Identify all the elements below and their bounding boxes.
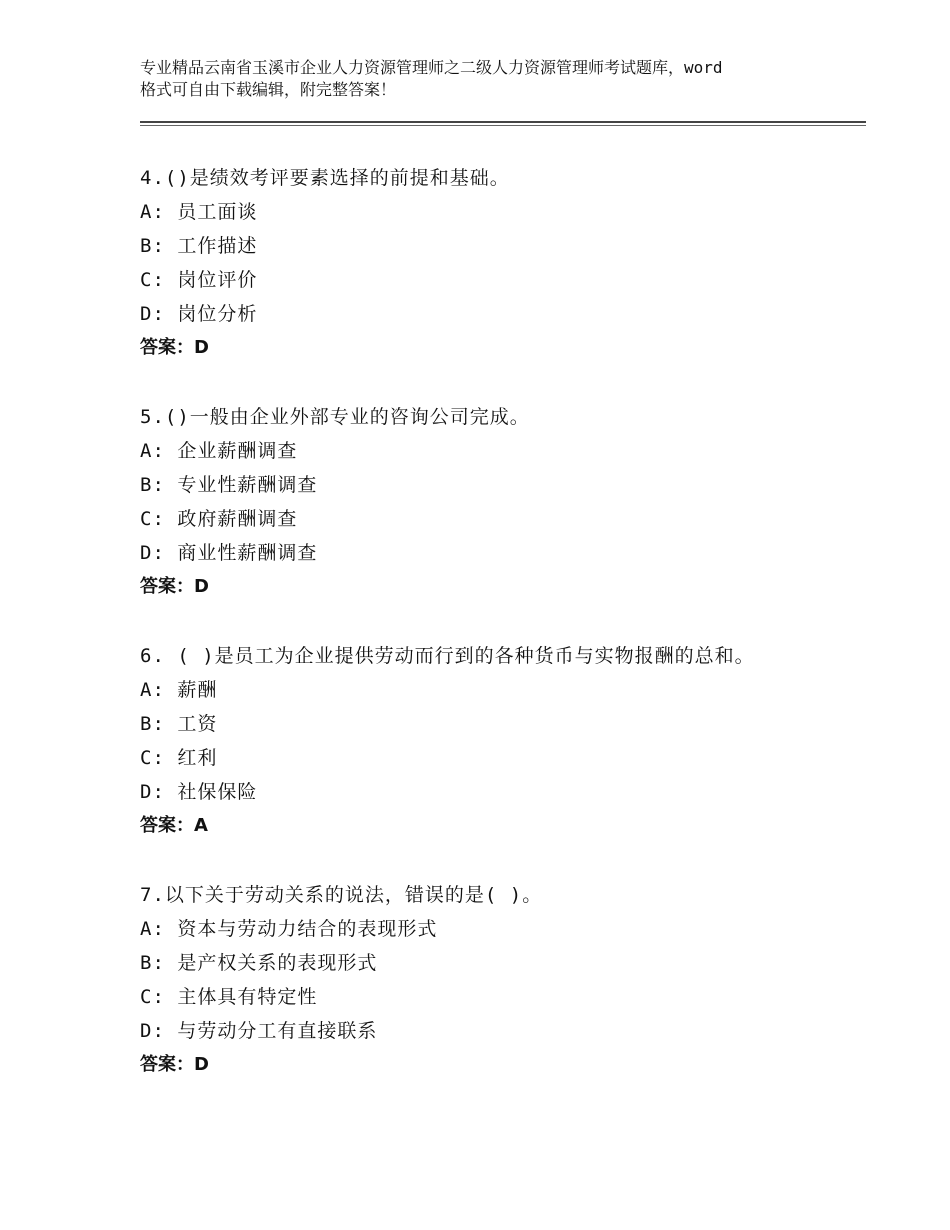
option-d: D: 商业性薪酬调查 (140, 542, 318, 564)
option-c: C: 主体具有特定性 (140, 986, 318, 1008)
option-d: D: 岗位分析 (140, 303, 258, 325)
option-a: A: 企业薪酬调查 (140, 440, 298, 462)
answer: 答案：A (140, 815, 208, 836)
option-b: B: 工作描述 (140, 235, 258, 257)
header-divider-thin (140, 125, 866, 126)
header-line-1: 专业精品云南省玉溪市企业人力资源管理师之二级人力资源管理师考试题库，word (140, 58, 723, 77)
option-a: A: 资本与劳动力结合的表现形式 (140, 918, 438, 940)
question-4 (140, 161, 860, 365)
question-6 (140, 639, 860, 843)
question-title: 4.()是绩效考评要素选择的前提和基础。 (140, 167, 510, 189)
option-b: B: 专业性薪酬调查 (140, 474, 318, 496)
option-c: C: 岗位评价 (140, 269, 258, 291)
option-a: A: 员工面谈 (140, 201, 258, 223)
option-c: C: 红利 (140, 747, 218, 769)
answer: 答案：D (140, 576, 209, 597)
header-line-2: 格式可自由下载编辑，附完整答案！ (140, 80, 397, 99)
question-title: 5.()一般由企业外部专业的咨询公司完成。 (140, 406, 530, 428)
answer: 答案：D (140, 337, 209, 358)
option-d: D: 与劳动分工有直接联系 (140, 1020, 378, 1042)
option-c: C: 政府薪酬调查 (140, 508, 298, 530)
question-title: 7.以下关于劳动关系的说法，错误的是( )。 (140, 884, 543, 906)
answer: 答案：D (140, 1054, 209, 1075)
header-divider-thick (140, 121, 866, 123)
option-a: A: 薪酬 (140, 679, 218, 701)
question-7 (140, 878, 860, 1082)
option-b: B: 工资 (140, 713, 218, 735)
option-d: D: 社保保险 (140, 781, 258, 803)
document-header (140, 57, 830, 101)
question-title: 6. ( )是员工为企业提供劳动而行到的各种货币与实物报酬的总和。 (140, 645, 755, 667)
option-b: B: 是产权关系的表现形式 (140, 952, 378, 974)
question-5 (140, 400, 860, 604)
